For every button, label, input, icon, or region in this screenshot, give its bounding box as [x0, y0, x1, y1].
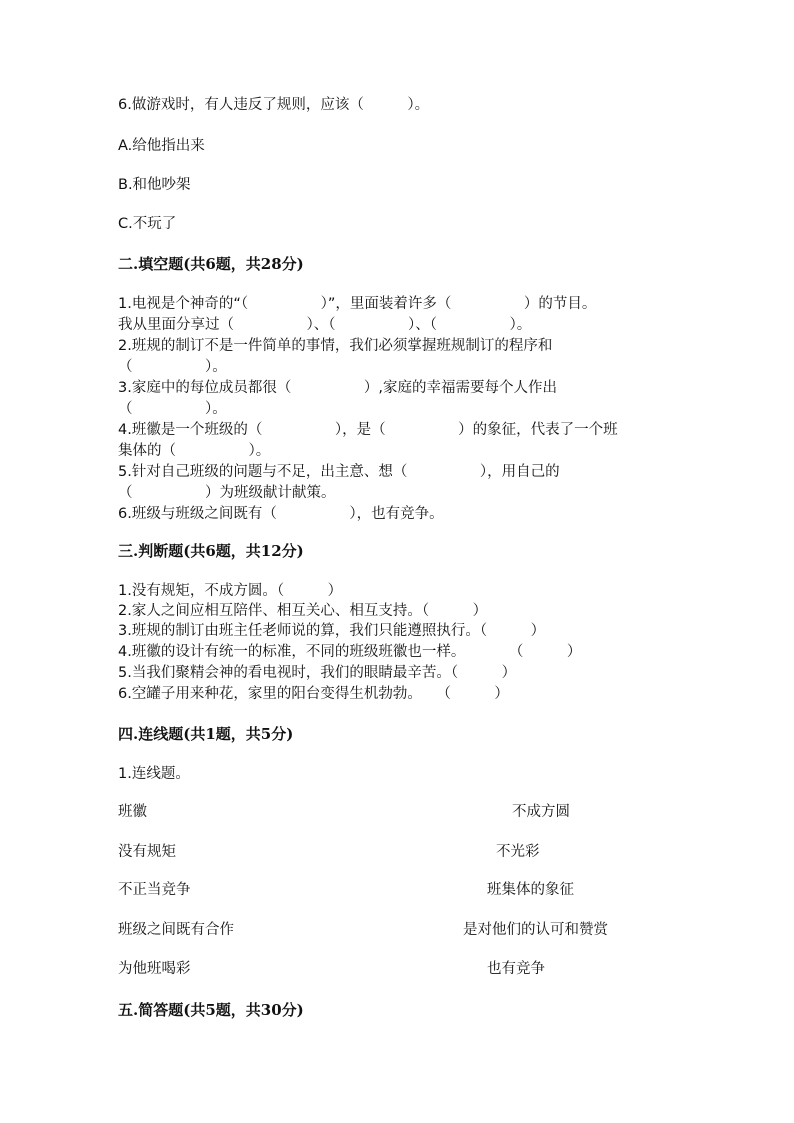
fill-line: 6.班级与班级之间既有（ ），也有竞争。 — [118, 506, 444, 522]
judge-section-heading: 三.判断题(共6题，共12分) — [118, 542, 304, 560]
match-section-heading: 四.连线题(共1题，共5分) — [118, 725, 294, 743]
question-6-stem: 6.做游戏时，有人违反了规则，应该（ ）。 — [118, 97, 430, 113]
question-6-option-b: B.和他吵架 — [118, 177, 191, 193]
fill-line: （ ）。 — [118, 359, 227, 375]
fill-line: 我从里面分享过（ ）、（ ）、（ ）。 — [118, 317, 532, 333]
match-right-item: 不光彩 — [496, 844, 540, 860]
match-left-item: 班级之间既有合作 — [118, 922, 234, 938]
judge-line: 3.班规的制订由班主任老师说的算，我们只能遵照执行。（ ） — [118, 623, 546, 639]
match-left-item: 不正当竞争 — [118, 882, 191, 898]
match-right-item: 班集体的象征 — [487, 882, 574, 898]
fill-line: 3.家庭中的每位成员都很（ ）,家庭的幸福需要每个人作出 — [118, 380, 557, 396]
fill-section-heading: 二.填空题(共6题，共28分) — [118, 255, 304, 273]
short-section-heading: 五.简答题(共5题，共30分) — [118, 1001, 304, 1019]
fill-line: 2.班规的制订不是一件简单的事情，我们必须掌握班规制订的程序和 — [118, 338, 553, 354]
fill-line: 4.班徽是一个班级的（ ），是（ ）的象征，代表了一个班 — [118, 422, 618, 438]
judge-line: 4.班徽的设计有统一的标准，不同的班级班徽也一样。 （ ） — [118, 644, 582, 660]
judge-line: 5.当我们聚精会神的看电视时，我们的眼睛最辛苦。（ ） — [118, 665, 517, 681]
judge-line: 6.空罐子用来种花，家里的阳台变得生机勃勃。 （ ） — [118, 686, 509, 702]
match-right-item: 不成方圆 — [512, 804, 570, 820]
match-left-item: 班徽 — [118, 804, 147, 820]
match-left-item: 为他班喝彩 — [118, 961, 191, 977]
question-6-option-a: A.给他指出来 — [118, 138, 205, 154]
judge-line: 1.没有规矩，不成方圆。（ ） — [118, 583, 343, 599]
match-prompt: 1.连线题。 — [118, 766, 190, 782]
match-right-item: 是对他们的认可和赞赏 — [463, 922, 608, 938]
fill-line: 1.电视是个神奇的“（ ）”，里面装着许多（ ）的节目。 — [118, 296, 597, 312]
question-6-option-c: C.不玩了 — [118, 216, 177, 232]
fill-line: （ ）。 — [118, 401, 227, 417]
judge-line: 2.家人之间应相互陪伴、相互关心、相互支持。（ ） — [118, 603, 488, 619]
match-right-item: 也有竞争 — [487, 961, 545, 977]
fill-line: （ ）为班级献计献策。 — [118, 485, 336, 501]
fill-line: 5.针对自己班级的问题与不足，出主意、想（ ），用自己的 — [118, 464, 560, 480]
match-left-item: 没有规矩 — [118, 844, 176, 860]
fill-line: 集体的（ ）。 — [118, 443, 271, 459]
